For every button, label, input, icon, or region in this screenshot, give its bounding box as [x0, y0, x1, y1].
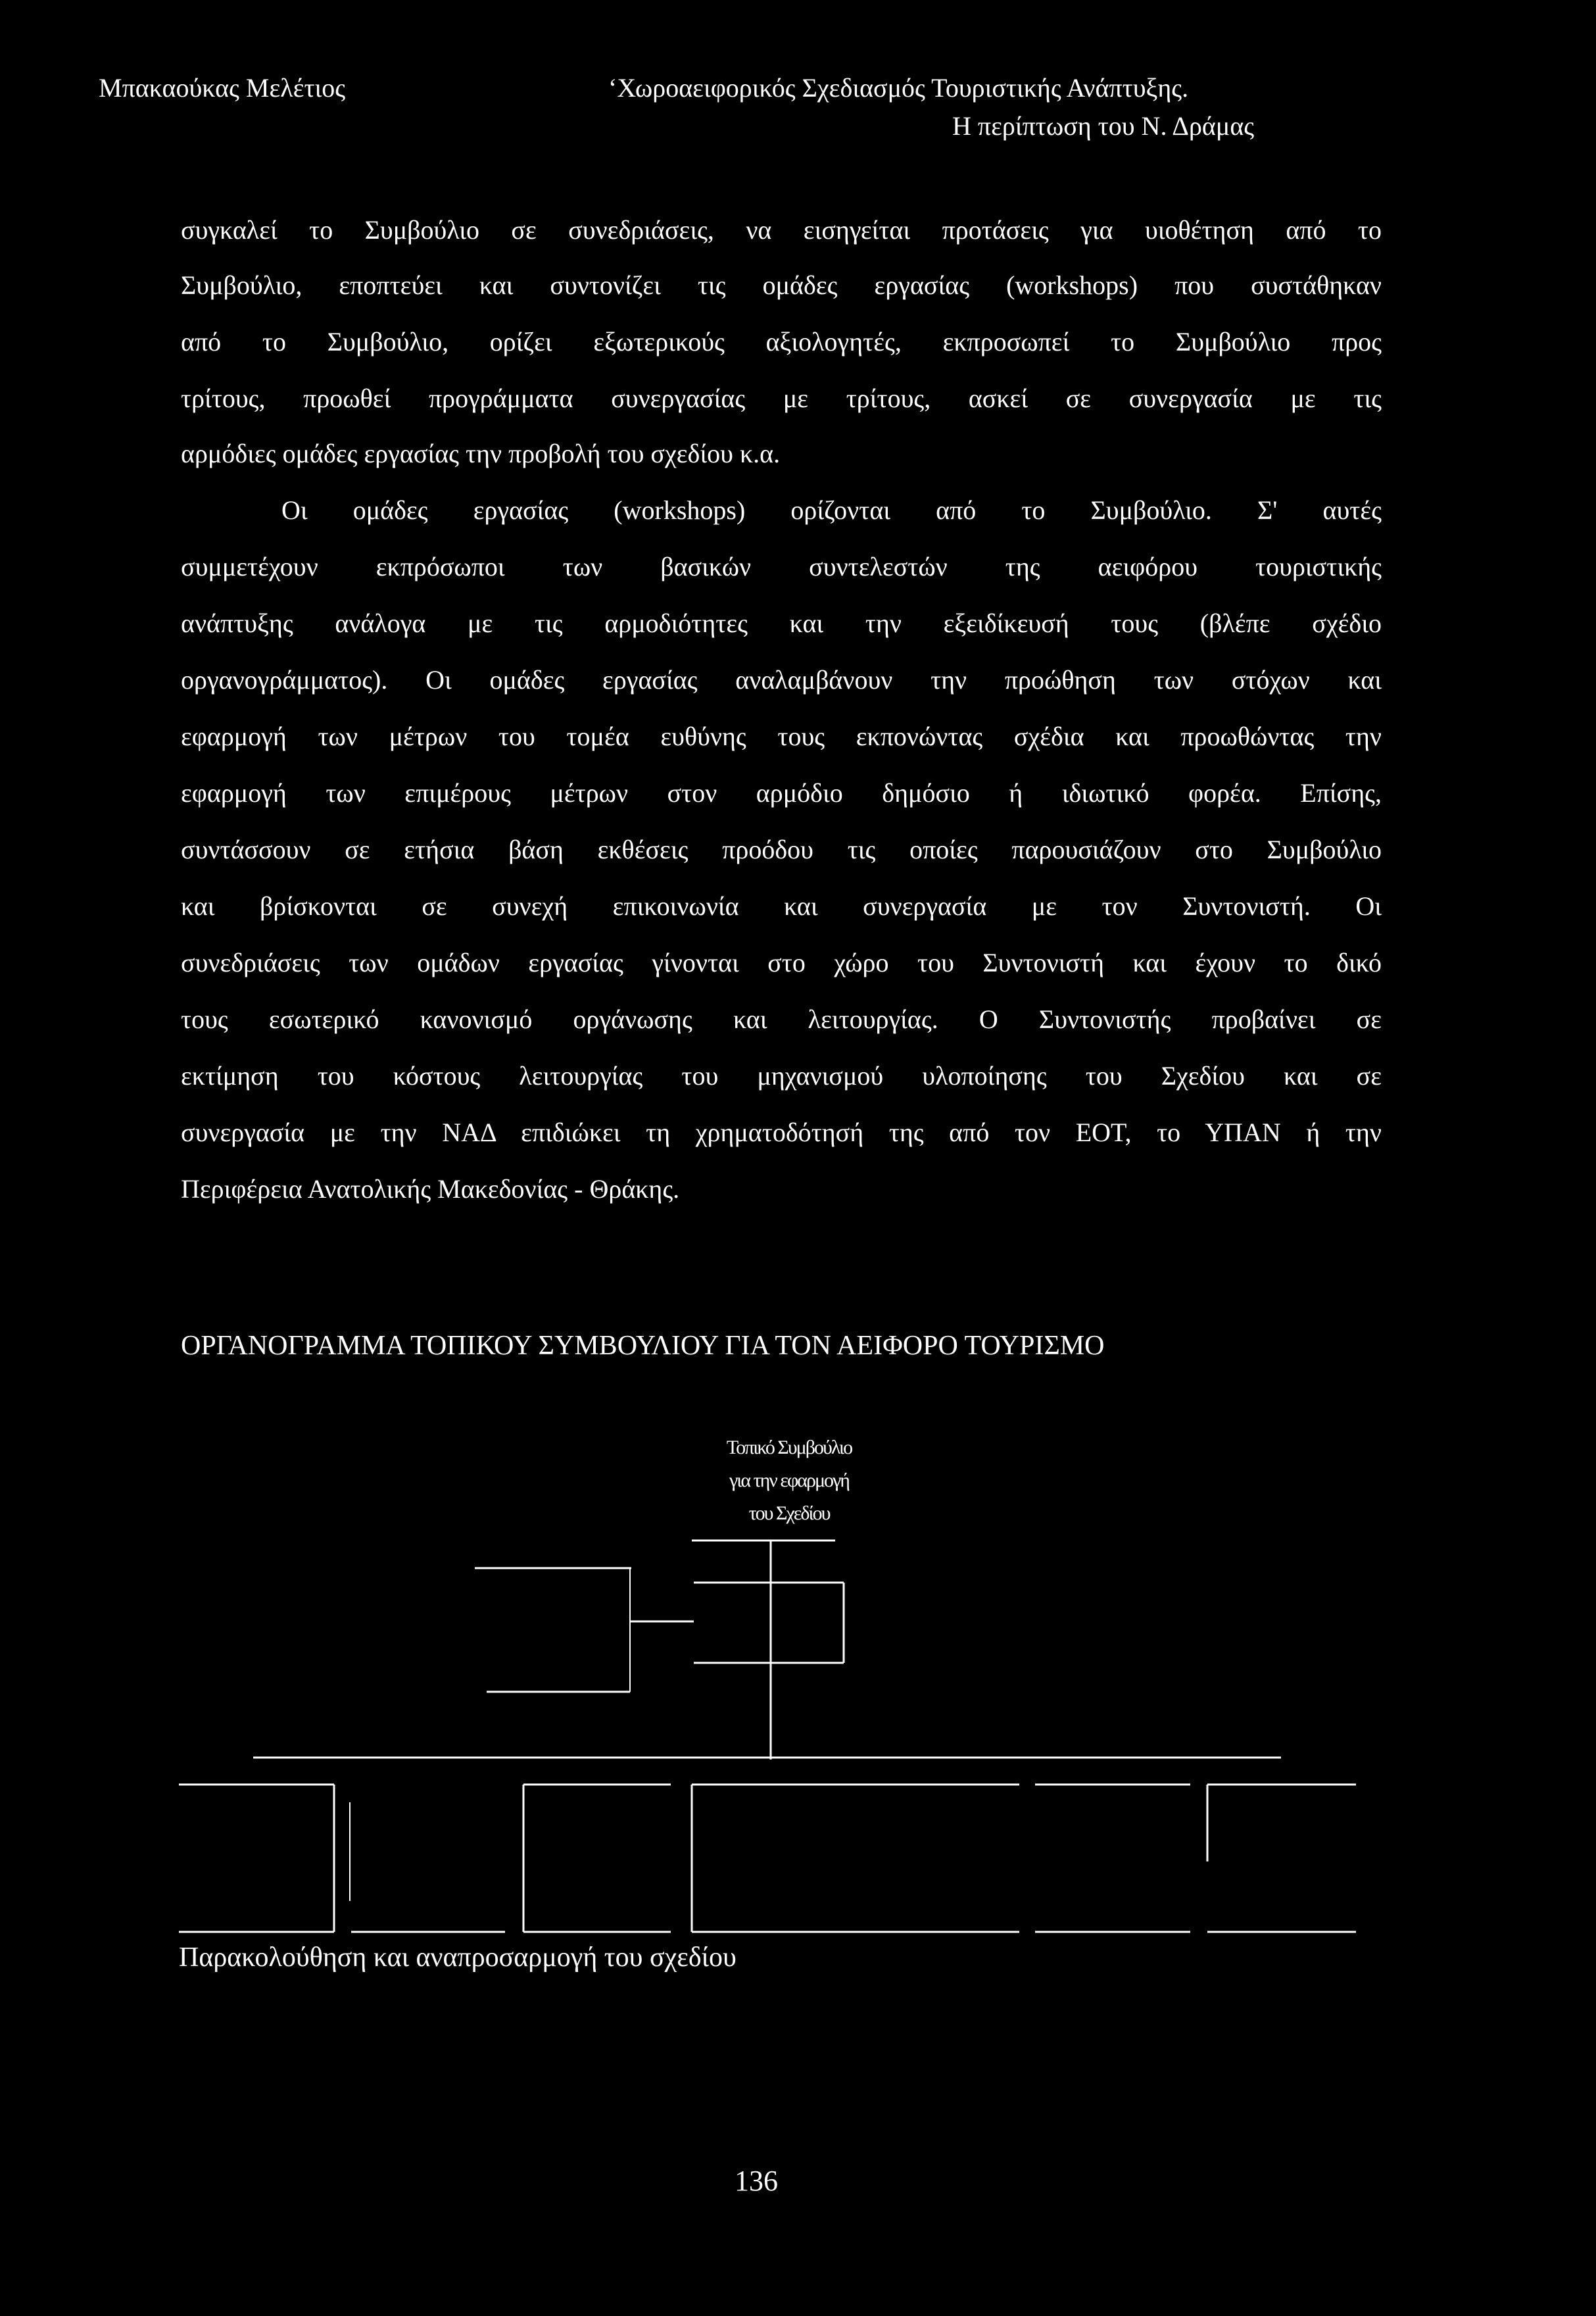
- org-chart-caption: Παρακολούθηση και αναπροσαρμογή του σχεδίου: [179, 1942, 737, 1973]
- body-line: ανάπτυξης ανάλογα με τις αρμοδιότητες και την εξειδίκευσή τους (βλέπε σχέδιο: [181, 608, 1382, 638]
- body-line: αρμόδιες ομάδες εργασίας την προβολή του σχεδίου κ.α.: [181, 439, 781, 468]
- body-line: Οι ομάδες εργασίας (workshops) ορίζονται από το Συμβούλιο. Σ' αυτές: [281, 495, 1382, 525]
- body-line: συντάσσουν σε ετήσια βάση εκθέσεις προόδου τις οποίες παρουσιάζουν στο Συμβούλιο: [181, 835, 1382, 864]
- body-line: οργανογράμματος). Οι ομάδες εργασίας αναλαμβάνουν την προώθηση των στόχων και: [181, 665, 1382, 695]
- body-line: εφαρμογή των επιμέρους μέτρων στον αρμόδιο δημόσιο ή ιδιωτικό φορέα. Επίσης,: [181, 778, 1382, 808]
- body-line: τρίτους, προωθεί προγράμματα συνεργασίας με τρίτους, ασκεί σε συνεργασία με τις: [181, 383, 1382, 413]
- body-line: τους εσωτερικό κανονισμό οργάνωσης και λειτουργίας. Ο Συντονιστής προβαίνει σε: [181, 1004, 1382, 1034]
- page-number: 136: [735, 2165, 778, 2197]
- body-line: εφαρμογή των μέτρων του τομέα ευθύνης τους εκπονώντας σχέδια και προωθώντας την: [181, 722, 1382, 751]
- body-line: συμμετέχουν εκπρόσωποι των βασικών συντελεστών της αειφόρου τουριστικής: [181, 552, 1382, 581]
- header-author: Μπακαούκας Μελέτιος: [99, 73, 346, 103]
- org-root-line: για την εφαρμογή: [729, 1469, 849, 1491]
- body-line: Περιφέρεια Ανατολικής Μακεδονίας - Θράκης.: [181, 1174, 680, 1204]
- body-line: συνεδριάσεις των ομάδων εργασίας γίνονται στο χώρο του Συντονιστή και έχουν το δικό: [181, 948, 1382, 977]
- org-root-line: Τοπικό Συμβούλιο: [726, 1437, 852, 1458]
- body-line: και βρίσκονται σε συνεχή επικοινωνία και συνεργασία με τον Συντονιστή. Οι: [181, 891, 1382, 921]
- body-line: συνεργασία με την ΝΑΔ επιδιώκει τη χρηματοδότησή της από τον ΕΟΤ, το ΥΠΑΝ ή την: [181, 1118, 1382, 1147]
- body-line: συγκαλεί το Συμβούλιο σε συνεδριάσεις, να εισηγείται προτάσεις για υιοθέτηση από το: [181, 215, 1382, 245]
- header-subtitle: Η περίπτωση του Ν. Δράμας: [952, 111, 1255, 141]
- org-chart-heading: ΟΡΓΑΝΟΓΡΑΜΜΑ ΤΟΠΙΚΟΥ ΣΥΜΒΟΥΛΙΟΥ ΓΙΑ ΤΟΝ ΑΕΙΦΟΡΟ ΤΟΥΡΙΣΜΟ: [181, 1331, 1105, 1361]
- body-line: Συμβούλιο, εποπτεύει και συντονίζει τις ομάδες εργασίας (workshops) που συστάθηκαν: [181, 270, 1382, 300]
- body-line: εκτίμηση του κόστους λειτουργίας του μηχανισμού υλοποίησης του Σχεδίου και σε: [181, 1061, 1382, 1091]
- body-line: από το Συμβούλιο, ορίζει εξωτερικούς αξιολογητές, εκπροσωπεί το Συμβούλιο προς: [181, 327, 1382, 357]
- org-root-line: του Σχεδίου: [748, 1502, 830, 1524]
- header-title: ‘Χωροαειφορικός Σχεδιασμός Τουριστικής Ανάπτυξης.: [608, 73, 1189, 103]
